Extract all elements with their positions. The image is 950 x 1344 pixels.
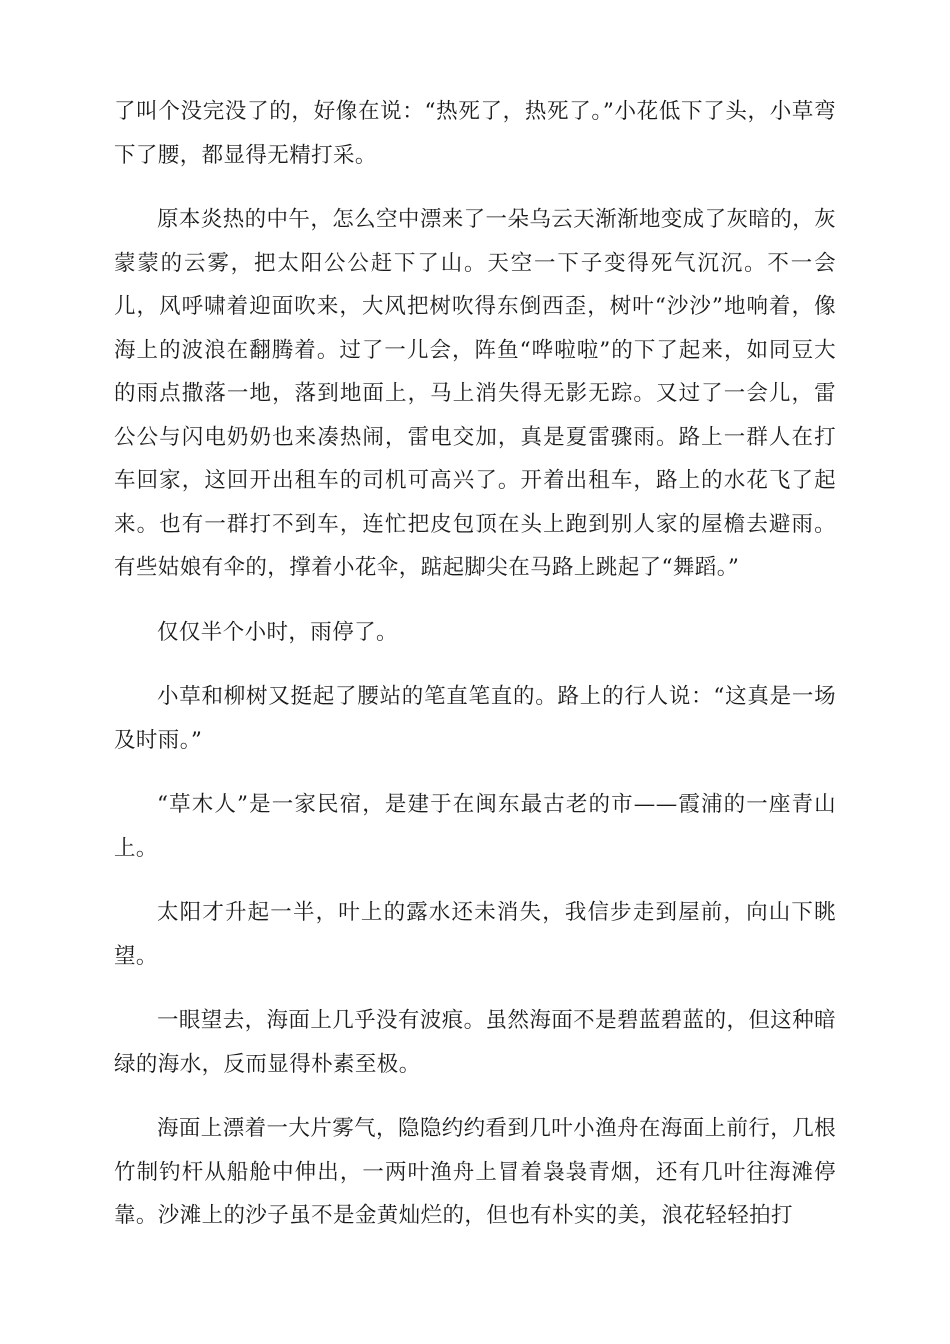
paragraph-sea-view: 一眼望去，海面上几乎没有波痕。虽然海面不是碧蓝碧蓝的，但这种暗绿的海水，反而显得朴素至极。 [114, 1008, 836, 1077]
paragraph-fishing-boats: 海面上漂着一大片雾气，隐隐约约看到几叶小渔舟在海面上前行，几根竹制钓杆从船舱中伸出，一两叶渔舟上冒着袅袅青烟，还有几叶往海滩停靠。沙滩上的沙子虽不是金黄灿烂的，但也有朴实的美，浪花轻轻拍打 [114, 1116, 836, 1228]
paragraph-sunrise: 太阳才升起一半，叶上的露水还未消失，我信步走到屋前，向山下眺望。 [114, 900, 836, 969]
paragraph-rain-stops: 仅仅半个小时，雨停了。 [157, 619, 398, 645]
paragraph-guesthouse: “草木人”是一家民宿，是建于在闽东最古老的市——霞浦的一座青山上。 [114, 792, 836, 861]
paragraph-continued: 了叫个没完没了的，好像在说：“热死了，热死了。”小花低下了头，小草弯下了腰，都显得无精打采。 [114, 99, 836, 168]
paragraph-timely-rain: 小草和柳树又挺起了腰站的笔直笔直的。路上的行人说：“这真是一场及时雨。” [114, 684, 836, 753]
paragraph-storm: 原本炎热的中午，怎么空中漂来了一朵乌云天渐渐地变成了灰暗的，灰蒙蒙的云雾，把太阳公公赶下了山。天空一下子变得死气沉沉。不一会儿，风呼啸着迎面吹来，大风把树吹得东倒西歪，树叶“沙沙”地响着，像海上的波浪在翻腾着。过了一儿会，阵鱼“哗啦啦”的下了起来，如同豆大的雨点撒落一地，落到地面上，马上消失得无影无踪。又过了一会儿，雷公公与闪电奶奶也来凑热闹，雷电交加，真是夏雷骤雨。路上一群人在打车回家，这回开出租车的司机可高兴了。开着出租车，路上的水花飞了起来。也有一群打不到车，连忙把皮包顶在头上跑到别人家的屋檐去避雨。有些姑娘有伞的，撑着小花伞，踮起脚尖在马路上跳起了“舞蹈。” [114, 207, 836, 580]
document-body [114, 90, 836, 1259]
